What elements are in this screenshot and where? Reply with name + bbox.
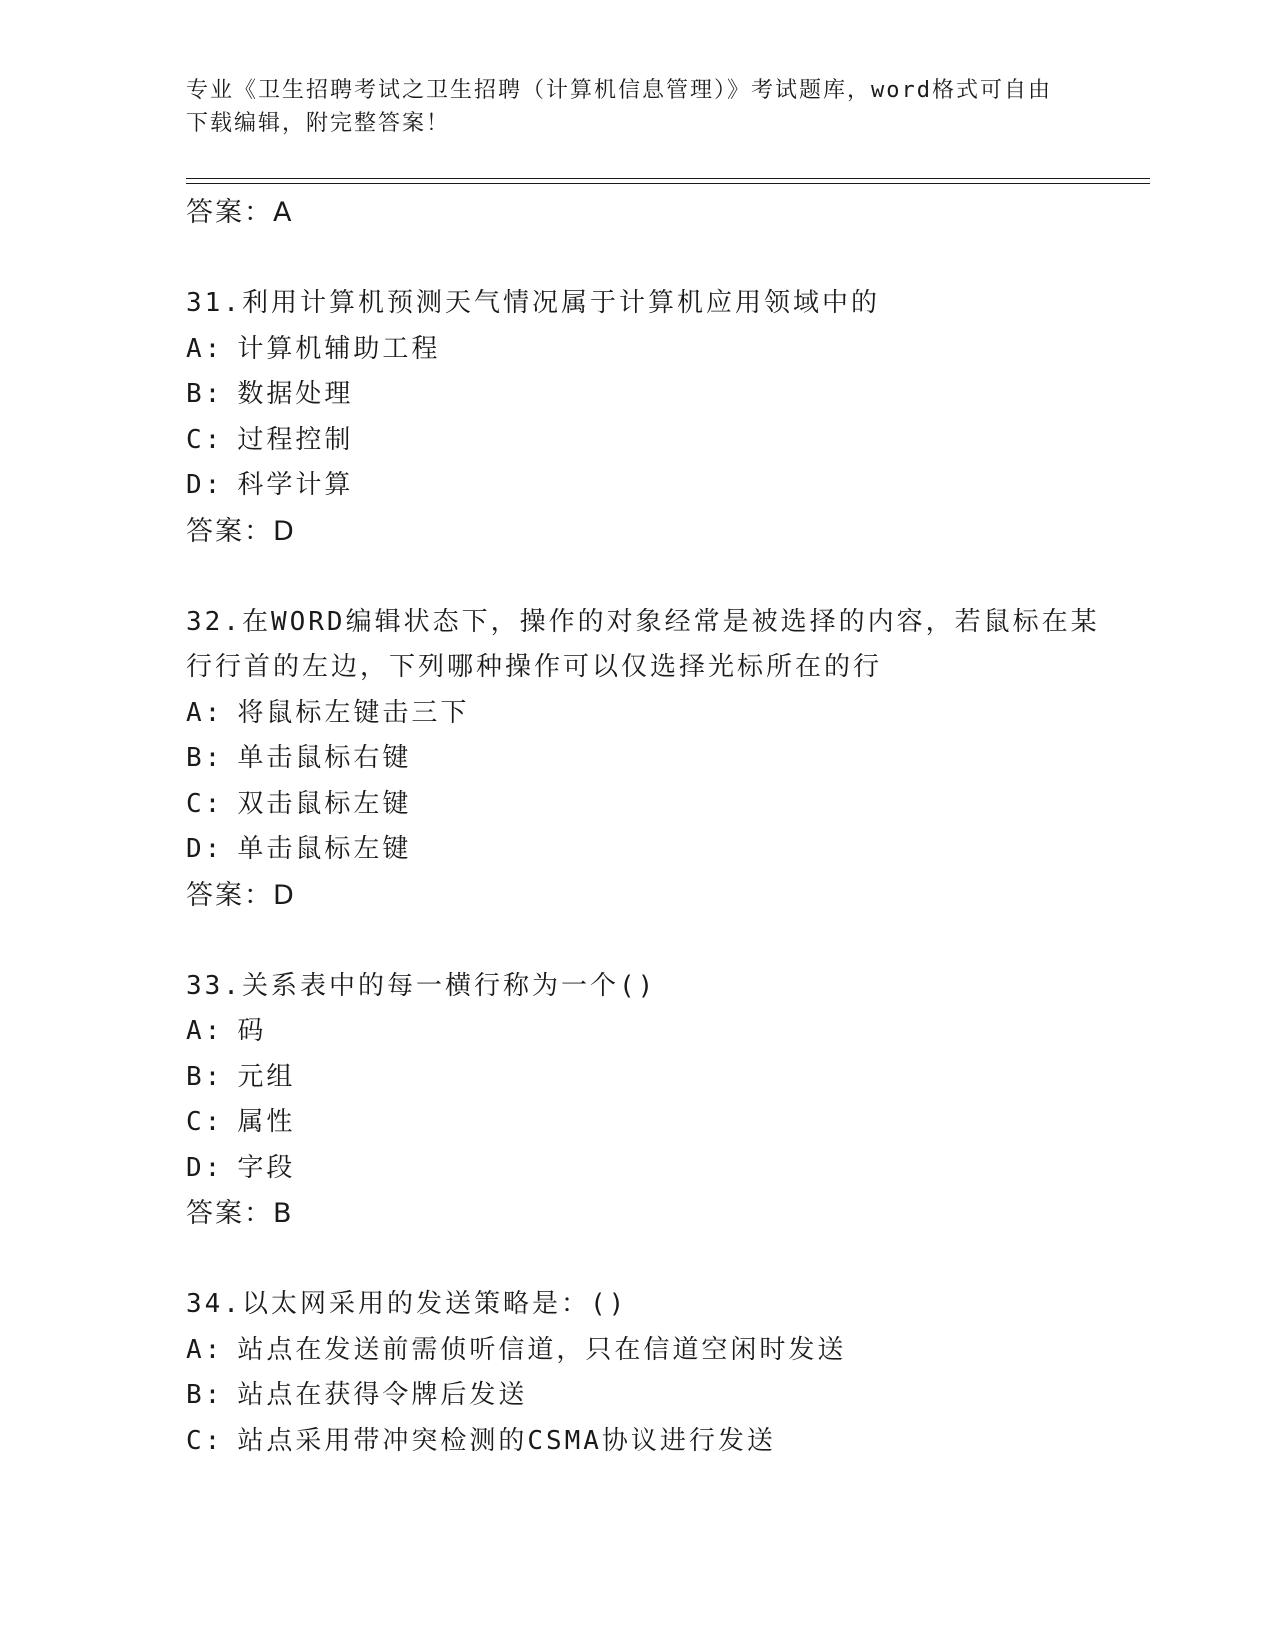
option-text: 数据处理: [237, 379, 354, 409]
question-list: [186, 190, 1106, 1464]
option-text: 字段: [237, 1152, 296, 1183]
option-key: C:: [186, 1107, 224, 1137]
option-key: B:: [186, 1061, 224, 1092]
option-text: 单击鼠标左键: [237, 834, 412, 864]
option-text: 码: [237, 1016, 267, 1046]
option-c: [186, 1100, 1106, 1146]
option-key: A:: [186, 1334, 224, 1365]
spacer: [186, 918, 1106, 964]
option-key: B:: [186, 1380, 224, 1410]
option-b: [186, 1373, 1106, 1419]
question-stem: 33.关系表中的每一横行称为一个(): [186, 970, 657, 1001]
option-text: 将鼠标左键击三下: [237, 697, 470, 728]
option-text: 站点在发送前需侦听信道，只在信道空闲时发送: [237, 1334, 847, 1365]
answer: 答案：D: [186, 515, 296, 547]
option-key: A:: [186, 1016, 224, 1046]
option-c: [186, 782, 1106, 828]
option-text: 属性: [237, 1107, 296, 1137]
spacer: [186, 236, 1106, 282]
option-c: [186, 418, 1106, 464]
option-key: D:: [186, 1152, 224, 1183]
option-text: 站点采用带冲突检测的CSMA协议进行发送: [237, 1425, 776, 1456]
option-a: [186, 327, 1106, 373]
option-d: [186, 463, 1106, 509]
option-text: 单击鼠标右键: [237, 743, 412, 773]
option-key: D:: [186, 834, 224, 864]
spacer: [186, 1237, 1106, 1283]
option-text: 过程控制: [237, 424, 354, 455]
option-text: 元组: [237, 1061, 296, 1092]
option-key: C:: [186, 424, 224, 455]
option-key: A:: [186, 697, 224, 728]
option-key: A:: [186, 333, 224, 364]
option-key: D:: [186, 470, 224, 500]
answer: 答案：B: [186, 1198, 294, 1229]
question-stem: 34.以太网采用的发送策略是：(): [186, 1289, 628, 1319]
option-b: [186, 736, 1106, 782]
spacer: [186, 554, 1106, 600]
option-text: 双击鼠标左键: [237, 788, 412, 819]
option-key: C:: [186, 1425, 224, 1456]
previous-answer: 答案：A: [186, 197, 294, 228]
option-b: [186, 372, 1106, 418]
question-stem: 31.利用计算机预测天气情况属于计算机应用领域中的: [186, 288, 880, 318]
option-key: B:: [186, 743, 224, 773]
option-d: [186, 827, 1106, 873]
option-key: B:: [186, 379, 224, 409]
option-a: [186, 691, 1106, 737]
option-a: [186, 1009, 1106, 1055]
header-rule-top: [186, 178, 1150, 179]
document-header: 专业《卫生招聘考试之卫生招聘（计算机信息管理）》考试题库，word格式可自由下载编辑，附完整答案！: [186, 78, 1052, 136]
question-stem: 32.在WORD编辑状态下，操作的对象经常是被选择的内容，若鼠标在某行行首的左边，下列哪种操作可以仅选择光标所在的行: [186, 606, 1100, 682]
question-32: [186, 600, 1106, 919]
option-d: [186, 1146, 1106, 1192]
option-text: 计算机辅助工程: [237, 333, 441, 364]
header-rule-bottom: [186, 183, 1150, 184]
answer: 答案：D: [186, 879, 296, 911]
option-text: 站点在获得令牌后发送: [237, 1380, 528, 1410]
option-text: 科学计算: [237, 470, 354, 500]
option-a: [186, 1328, 1106, 1374]
question-33: [186, 964, 1106, 1237]
question-31: [186, 281, 1106, 554]
option-key: C:: [186, 788, 224, 819]
question-34: [186, 1282, 1106, 1464]
option-c: [186, 1419, 1106, 1465]
option-b: [186, 1055, 1106, 1101]
